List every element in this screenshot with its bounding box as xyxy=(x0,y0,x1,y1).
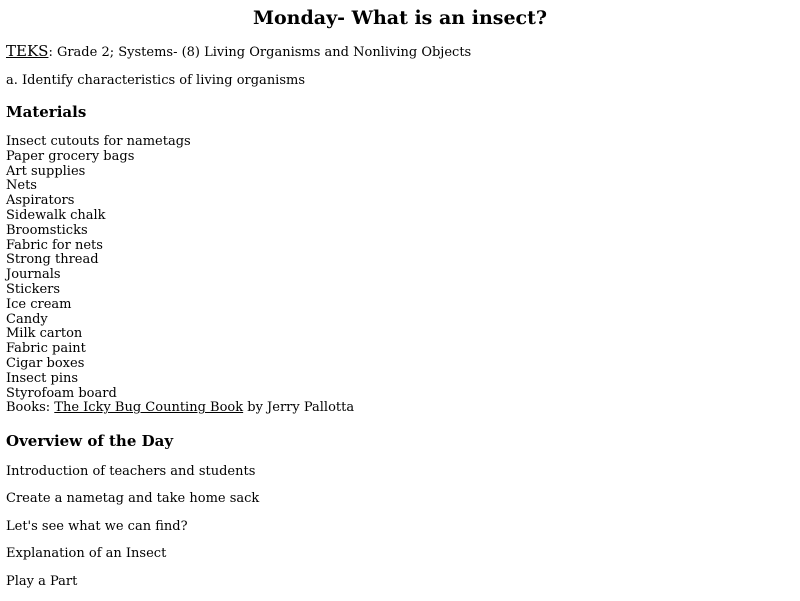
overview-item: Create a nametag and take home sack xyxy=(6,491,260,507)
materials-heading: Materials xyxy=(6,103,87,121)
material-item: Insect cutouts for nametags xyxy=(6,134,191,149)
page-title: Monday- What is an insect? xyxy=(252,7,548,29)
books-prefix: Books: xyxy=(6,400,55,416)
material-item: Milk carton xyxy=(6,326,83,342)
material-item: Journals xyxy=(6,267,61,283)
material-item: Sidewalk chalk xyxy=(6,207,106,223)
materials-list xyxy=(6,135,354,416)
book-title-link[interactable]: The Icky Bug Counting Book xyxy=(54,400,244,416)
material-item: Ice cream xyxy=(6,296,72,312)
material-item: Paper grocery bags xyxy=(6,148,135,164)
material-item: Art supplies xyxy=(6,163,86,179)
material-item: Fabric paint xyxy=(6,341,86,357)
overview-list xyxy=(6,464,259,601)
teks-link[interactable]: TEKS xyxy=(6,42,49,60)
material-item: Cigar boxes xyxy=(6,355,85,371)
material-item: Styrofoam board xyxy=(6,385,117,401)
material-item: Fabric for nets xyxy=(6,237,103,253)
overview-heading: Overview of the Day xyxy=(6,432,174,450)
material-item: Nets xyxy=(6,178,37,194)
overview-item: Introduction of teachers and students xyxy=(6,464,256,479)
objective-text: a. Identify characteristics of living organisms xyxy=(6,73,306,88)
overview-item: Let's see what we can find? xyxy=(6,518,188,534)
material-item: Strong thread xyxy=(6,252,99,268)
material-books-item xyxy=(6,401,354,416)
material-item: Insect pins xyxy=(6,370,79,386)
overview-item: Play a Part xyxy=(6,573,78,589)
teks-line xyxy=(6,44,471,60)
material-item: Aspirators xyxy=(6,193,75,209)
teks-text: : Grade 2; Systems- (8) Living Organisms and Nonliving Objects xyxy=(48,45,472,60)
material-item: Broomsticks xyxy=(6,222,88,238)
material-item: Candy xyxy=(6,311,48,327)
material-item: Stickers xyxy=(6,281,61,297)
overview-item: Explanation of an Insect xyxy=(6,546,167,562)
book-author: by Jerry Pallotta xyxy=(243,400,355,416)
